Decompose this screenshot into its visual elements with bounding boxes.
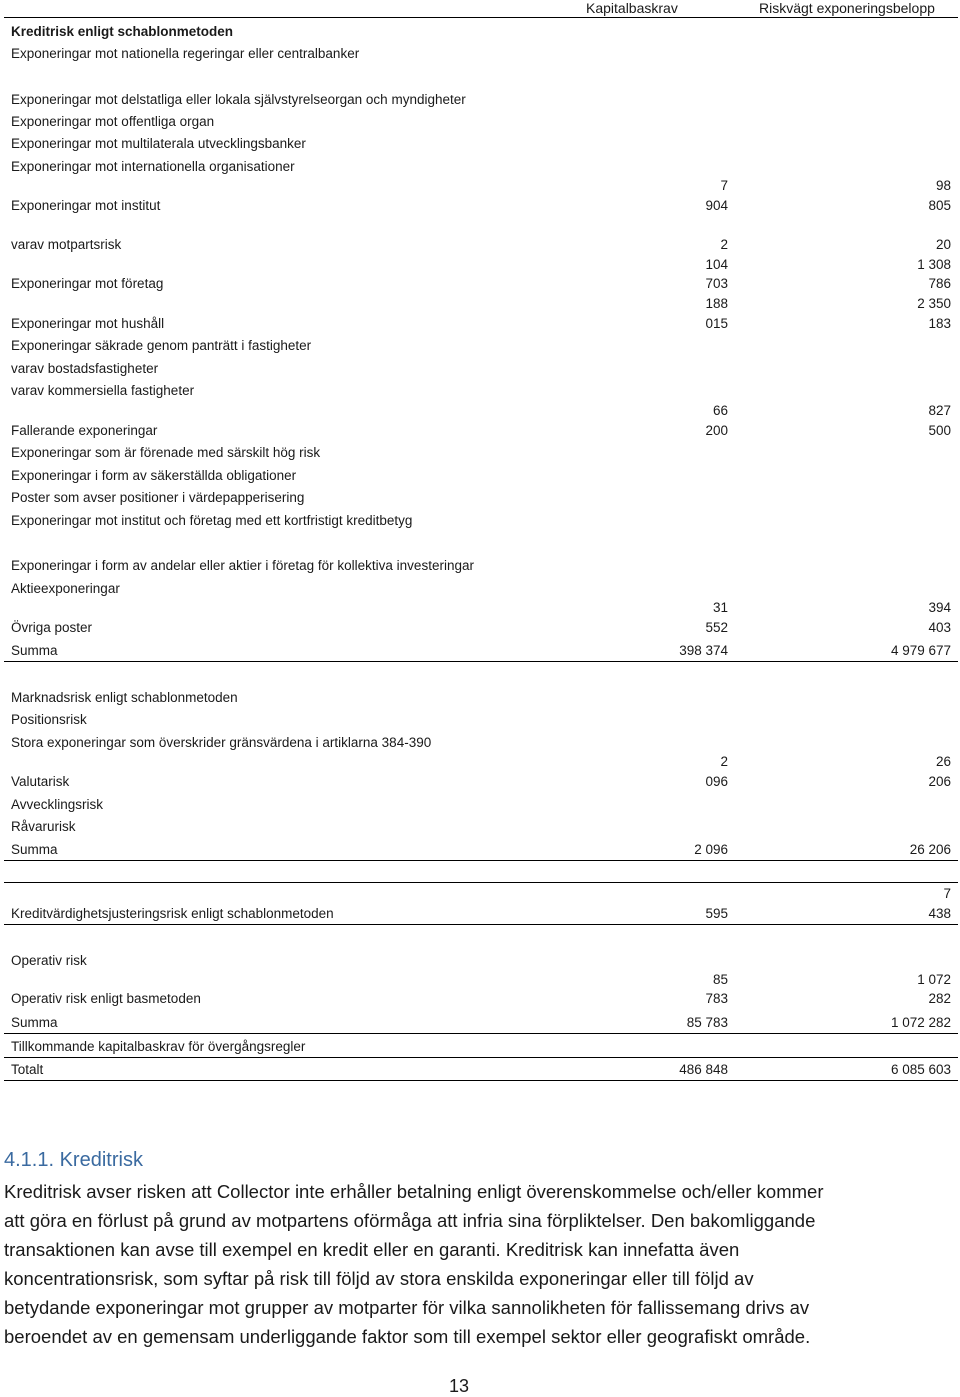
header-divider (4, 17, 958, 18)
kapitalbaskrav-value: 85 (712, 972, 728, 987)
kapitalbaskrav-value: 783 (705, 991, 728, 1006)
riskvagt-value: 827 (928, 403, 951, 418)
section-top-line-cva (4, 882, 958, 883)
paragraph-line: beroendet av en gemensam underliggande faktor som till exempel sektor eller geografiskt område. (4, 1326, 811, 1347)
kapitalbaskrav-value: 7 (720, 178, 728, 193)
kapitalbaskrav-value: 2 096 (694, 842, 728, 857)
kapitalbaskrav-value: 188 (705, 296, 728, 311)
riskvagt-value: 206 (928, 774, 951, 789)
row-label: Poster som avser positioner i värdepapperisering (11, 490, 305, 505)
credit-risk-paragraph (4, 1177, 934, 1351)
row-label: Summa (11, 842, 58, 857)
kapitalbaskrav-value: 595 (705, 906, 728, 921)
riskvagt-value: 282 (928, 991, 951, 1006)
row-label: Råvarurisk (11, 819, 76, 834)
summa-line-market (4, 860, 958, 861)
riskvagt-value: 6 085 603 (890, 1062, 951, 1077)
paragraph-line: betydande exponeringar mot grupper av motparter för vilka sannolikheten för fallissemang drivs av (4, 1297, 810, 1318)
riskvagt-value: 1 072 (917, 972, 951, 987)
riskvagt-value: 7 (943, 886, 951, 901)
row-label: varav kommersiella fastigheter (11, 383, 195, 398)
riskvagt-value: 2 350 (917, 296, 951, 311)
paragraph-line: koncentrationsrisk, som syftar på risk till följd av stora enskilda exponeringar eller till följd av (4, 1268, 754, 1289)
riskvagt-value: 500 (928, 423, 951, 438)
row-label: Summa (11, 643, 58, 658)
kapitalbaskrav-value: 703 (705, 276, 728, 291)
row-label: Exponeringar mot företag (11, 276, 164, 291)
section-heading: 4.1.1. Kreditrisk (4, 1149, 143, 1171)
row-label: Exponeringar mot hushåll (11, 316, 165, 331)
row-label: Exponeringar som är förenade med särskilt hög risk (11, 445, 321, 460)
row-label: Summa (11, 1015, 58, 1030)
kapitalbaskrav-value: 904 (705, 198, 728, 213)
kapitalbaskrav-value: 200 (705, 423, 728, 438)
row-label: Exponeringar mot multilaterala utvecklingsbanker (11, 136, 306, 151)
riskvagt-value: 183 (928, 316, 951, 331)
kapitalbaskrav-value: 398 374 (679, 643, 728, 658)
row-label: Operativ risk (11, 953, 87, 968)
row-label: Exponeringar säkrade genom panträtt i fastigheter (11, 338, 312, 353)
summa-line-cva (4, 924, 958, 925)
riskvagt-value: 26 206 (909, 842, 951, 857)
row-label: varav motpartsrisk (11, 237, 122, 252)
row-label: Valutarisk (11, 774, 70, 789)
row-label: Marknadsrisk enligt schablonmetoden (11, 690, 238, 705)
row-label: Operativ risk enligt basmetoden (11, 991, 201, 1006)
riskvagt-value: 4 979 677 (890, 643, 951, 658)
row-label: Exponeringar mot internationella organisationer (11, 159, 295, 174)
row-label: Exponeringar mot offentliga organ (11, 114, 215, 129)
kapitalbaskrav-value: 31 (712, 600, 728, 615)
paragraph-line: Kreditrisk avser risken att Collector inte erhåller betalning enligt överenskommelse och/eller kommer (4, 1181, 824, 1202)
row-label: Exponeringar mot institut (11, 198, 161, 213)
paragraph-line: transaktionen kan avse till exempel en kredit eller en garanti. Kreditrisk kan innefatta även (4, 1239, 740, 1260)
row-label: Kreditrisk enligt schablonmetoden (11, 24, 234, 39)
riskvagt-value: 1 072 282 (890, 1015, 951, 1030)
column-header-kapitalbaskrav: Kapitalbaskrav (586, 0, 678, 16)
row-label: Positionsrisk (11, 712, 87, 727)
riskvagt-value: 394 (928, 600, 951, 615)
kapitalbaskrav-value: 015 (705, 316, 728, 331)
row-label: Exponeringar mot delstatliga eller lokala självstyrelseorgan och myndigheter (11, 92, 466, 107)
summa-line-credit (4, 661, 958, 662)
row-label: Kreditvärdighetsjusteringsrisk enligt schablonmetoden (11, 906, 334, 921)
summa-line-operational (4, 1033, 958, 1034)
transition-line (4, 1057, 958, 1058)
row-label: varav bostadsfastigheter (11, 361, 159, 376)
riskvagt-value: 786 (928, 276, 951, 291)
kapitalbaskrav-value: 486 848 (679, 1062, 728, 1077)
row-label: Tillkommande kapitalbaskrav för övergångsregler (11, 1039, 306, 1054)
riskvagt-value: 98 (935, 178, 951, 193)
row-label: Exponeringar mot nationella regeringar eller centralbanker (11, 46, 360, 61)
kapitalbaskrav-value: 66 (712, 403, 728, 418)
row-label: Exponeringar mot institut och företag med ett kortfristigt kreditbetyg (11, 513, 413, 528)
total-line (4, 1080, 958, 1081)
riskvagt-value: 20 (935, 237, 951, 252)
kapitalbaskrav-value: 104 (705, 257, 728, 272)
riskvagt-value: 1 308 (917, 257, 951, 272)
row-label: Övriga poster (11, 620, 93, 635)
riskvagt-value: 403 (928, 620, 951, 635)
riskvagt-value: 26 (935, 754, 951, 769)
kapitalbaskrav-value: 552 (705, 620, 728, 635)
row-label: Exponeringar i form av andelar eller aktier i företag för kollektiva investeringar (11, 558, 474, 573)
paragraph-line: att göra en förlust på grund av motpartens oförmåga att infria sina förpliktelser. Den bakomliggande (4, 1210, 816, 1231)
row-label: Stora exponeringar som överskrider gränsvärdena i artiklarna 384-390 (11, 735, 432, 750)
kapitalbaskrav-value: 096 (705, 774, 728, 789)
row-label: Avvecklingsrisk (11, 797, 104, 812)
page-number: 13 (449, 1376, 470, 1396)
riskvagt-value: 805 (928, 198, 951, 213)
column-header-riskvagt: Riskvägt exponeringsbelopp (759, 0, 935, 16)
row-label: Aktieexponeringar (11, 581, 120, 596)
row-label: Totalt (11, 1062, 44, 1077)
row-label: Exponeringar i form av säkerställda obligationer (11, 468, 297, 483)
riskvagt-value: 438 (928, 906, 951, 921)
kapitalbaskrav-value: 2 (720, 237, 728, 252)
row-label: Fallerande exponeringar (11, 423, 158, 438)
kapitalbaskrav-value: 85 783 (686, 1015, 728, 1030)
kapitalbaskrav-value: 2 (720, 754, 728, 769)
